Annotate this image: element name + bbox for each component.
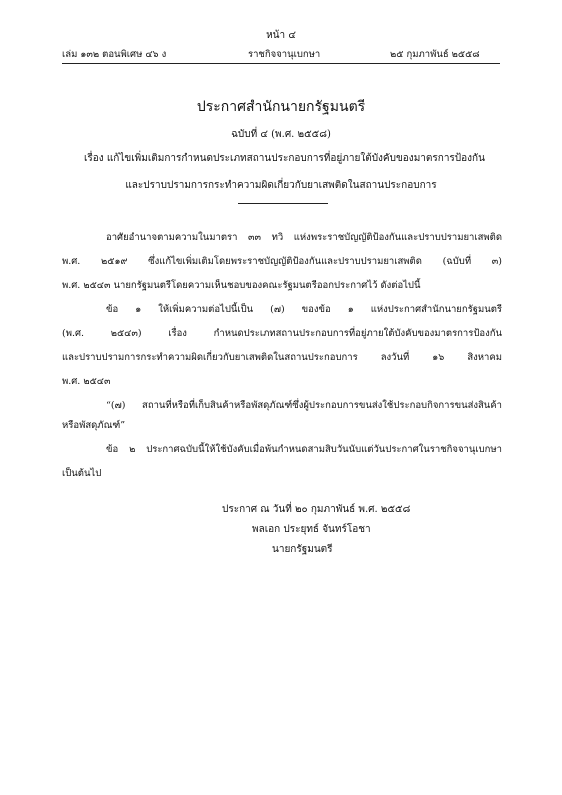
paragraph-4-line-2: เป็นต้นไป <box>62 468 102 479</box>
paragraph-1-line-2: พ.ศ. ๒๕๑๙ ซึ่งแก้ไขเพิ่มเติมโดยพระราชบัญญัติป้องกันและปราบปรามยาเสพติด (ฉบับที่ ๓) <box>62 256 502 267</box>
paragraph-3-line-2: หรือพัสดุภัณฑ์” <box>62 420 126 431</box>
header-gazette-name: ราชกิจจานุเบกษา <box>248 49 321 60</box>
announcement-title: ประกาศสำนักนายกรัฐมนตรี <box>196 99 366 115</box>
header-divider <box>62 63 500 64</box>
paragraph-3-line-1: “(๗) สถานที่หรือที่เก็บสินค้าหรือพัสดุภัณฑ์ซึ่งผู้ประกอบการขนส่งใช้ประกอบกิจการขนส่งสินค้า <box>106 400 502 411</box>
paragraph-4-line-1: ข้อ ๒ ประกาศฉบับนี้ให้ใช้บังคับเมื่อพ้นกำหนดสามสิบวันนับแต่วันประกาศในราชกิจจานุเบกษา <box>106 444 502 455</box>
page-number: หน้า ๔ <box>266 30 296 41</box>
subject-line-1: เรื่อง แก้ไขเพิ่มเติมการกำหนดประเภทสถานประกอบการที่อยู่ภายใต้บังคับของมาตรการป้องกัน <box>84 153 485 164</box>
signature-date: ประกาศ ณ วันที่ ๒๐ กุมภาพันธ์ พ.ศ. ๒๕๕๘ <box>222 504 411 515</box>
paragraph-2-line-1: ข้อ ๑ ให้เพิ่มความต่อไปนี้เป็น (๗) ของข้อ ๑ แห่งประกาศสำนักนายกรัฐมนตรี <box>106 304 502 315</box>
title-separator <box>238 203 328 204</box>
paragraph-2-line-4: พ.ศ. ๒๕๔๓ <box>62 376 111 387</box>
signatory-position: นายกรัฐมนตรี <box>272 544 333 555</box>
paragraph-2-line-2: (พ.ศ. ๒๕๔๓) เรื่อง กำหนดประเภทสถานประกอบการที่อยู่ภายใต้บังคับของมาตรการป้องกัน <box>62 328 502 339</box>
paragraph-1-line-1: อาศัยอำนาจตามความในมาตรา ๓๓ ทวิ แห่งพระราชบัญญัติป้องกันและปราบปรามยาเสพติด <box>106 232 502 243</box>
announcement-number: ฉบับที่ ๔ (พ.ศ. ๒๕๕๘) <box>231 129 331 140</box>
signatory-name: พลเอก ประยุทธ์ จันทร์โอชา <box>252 524 371 535</box>
header-volume: เล่ม ๑๓๒ ตอนพิเศษ ๔๖ ง <box>62 49 167 60</box>
subject-line-2: และปราบปรามการกระทำความผิดเกี่ยวกับยาเสพติดในสถานประกอบการ <box>125 180 437 191</box>
paragraph-2-line-3: และปราบปรามการกระทำความผิดเกี่ยวกับยาเสพติดในสถานประกอบการ ลงวันที่ ๑๖ สิงหาคม <box>62 352 502 363</box>
paragraph-1-line-3: พ.ศ. ๒๕๔๓ นายกรัฐมนตรีโดยความเห็นชอบของคณะรัฐมนตรีออกประกาศไว้ ดังต่อไปนี้ <box>62 280 421 291</box>
header-date: ๒๕ กุมภาพันธ์ ๒๕๕๘ <box>390 49 480 60</box>
